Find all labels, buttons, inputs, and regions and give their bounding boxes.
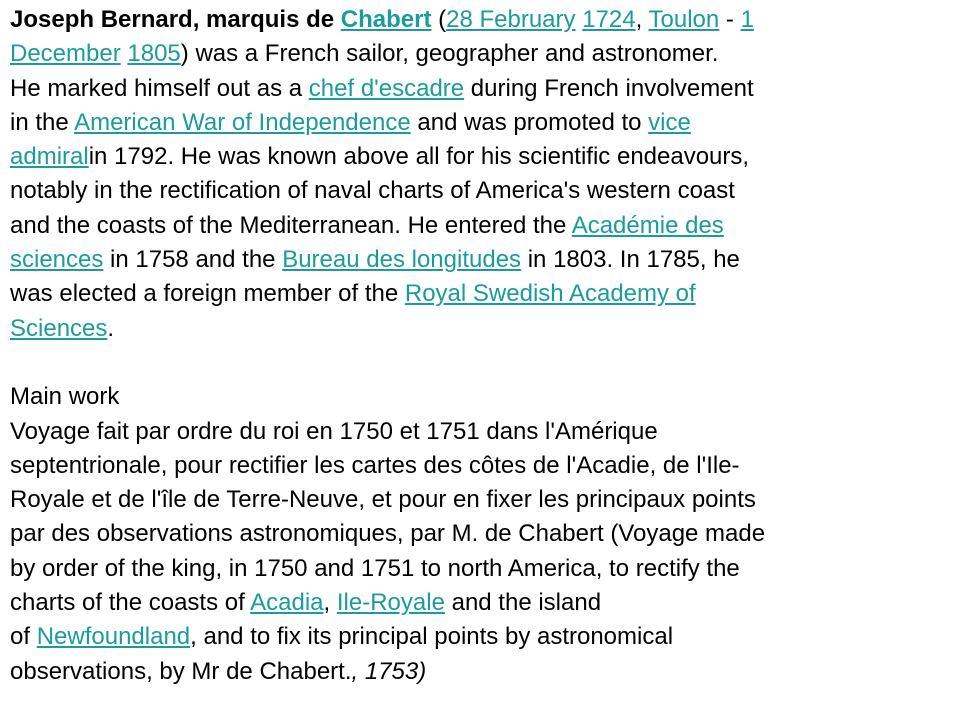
text: .	[107, 314, 115, 342]
text: ) was a French sailor, geographer and astronomer.	[180, 40, 719, 68]
text: ,	[323, 589, 337, 617]
link-royal-swedish-academy-part1[interactable]: Royal Swedish Academy of	[404, 280, 696, 308]
main-work-heading: Main work	[10, 383, 120, 411]
main-work-line-5: by order of the king, in 1750 and 1751 to north America, to rectify the	[10, 554, 740, 582]
link-1-december-part2[interactable]: December	[10, 40, 121, 68]
text: and the coasts of the Mediterranean. He entered the	[10, 211, 572, 239]
link-chabert[interactable]: Chabert	[340, 6, 432, 33]
link-toulon[interactable]: Toulon	[648, 6, 720, 33]
bio-line-1	[10, 3, 960, 37]
link-ile-royale[interactable]: Ile-Royale	[336, 589, 445, 617]
text: charts of the coasts of	[10, 589, 251, 617]
text: observations, by Mr de Chabert.	[10, 657, 352, 685]
text: in the	[10, 108, 75, 136]
main-work-line-2: septentrionale, pour rectifier les cartes des côtes de l'Acadie, de l'Ile-	[10, 451, 740, 479]
main-work-line-1: Voyage fait par ordre du roi en 1750 et 1751 dans l'Amérique	[10, 417, 658, 445]
spacer	[10, 346, 960, 380]
link-royal-swedish-academy-part2[interactable]: Sciences	[10, 314, 108, 342]
link-academie-des-sciences-part1[interactable]: Académie des	[571, 211, 724, 239]
text: (	[431, 6, 447, 33]
text: during French involvement	[464, 74, 754, 102]
main-work-line-7	[10, 620, 960, 654]
link-chef-d-escadre[interactable]: chef d'escadre	[308, 74, 465, 102]
link-acadia[interactable]: Acadia	[250, 589, 324, 617]
bio-line-7	[10, 209, 960, 243]
main-work-line-3: Royale et de l'île de Terre-Neuve, et pour en fixer les principaux points	[10, 486, 756, 514]
bio-line-9	[10, 277, 960, 311]
link-american-war-of-independence[interactable]: American War of Independence	[74, 108, 411, 136]
link-newfoundland[interactable]: Newfoundland	[36, 623, 191, 651]
bio-line-3	[10, 72, 960, 106]
bio-line-5	[10, 140, 960, 174]
text: of	[10, 623, 37, 651]
bio-line-8	[10, 243, 960, 277]
bio-line-6: notably in the rectification of naval charts of America's western coast	[10, 177, 735, 205]
text: ,	[635, 6, 649, 33]
link-vice-admiral-part1[interactable]: vice	[648, 108, 691, 136]
subject-name: Joseph Bernard, marquis de	[10, 6, 341, 33]
link-1-december-part1[interactable]: 1	[740, 6, 754, 33]
text: and was promoted to	[410, 108, 649, 136]
italic-date: , 1753)	[351, 657, 427, 685]
link-vice-admiral-part2[interactable]: admiral	[10, 143, 89, 171]
main-work-line-6	[10, 586, 960, 620]
main-work-line-8	[10, 655, 960, 689]
text: in 1792. He was known above all for his scientific endeavours,	[88, 143, 750, 171]
text: was elected a foreign member of the	[10, 280, 405, 308]
text: and the island	[444, 589, 602, 617]
main-work-line-4: par des observations astronomiques, par M. de Chabert (Voyage made	[10, 520, 766, 548]
link-1724[interactable]: 1724	[582, 6, 636, 33]
text: , and to fix its principal points by astronomical	[190, 623, 674, 651]
bio-line-2	[10, 37, 960, 71]
text: in 1803. In 1785, he	[521, 246, 740, 274]
text: -	[719, 6, 741, 33]
text: He marked himself out as a	[10, 74, 309, 102]
link-academie-des-sciences-part2[interactable]: sciences	[10, 246, 104, 274]
text: in 1758 and the	[103, 246, 283, 274]
link-bureau-des-longitudes[interactable]: Bureau des longitudes	[282, 246, 522, 274]
bio-line-4	[10, 106, 960, 140]
link-1805[interactable]: 1805	[127, 40, 181, 68]
bio-line-10	[10, 312, 960, 346]
link-28-february[interactable]: 28 February	[446, 6, 576, 33]
